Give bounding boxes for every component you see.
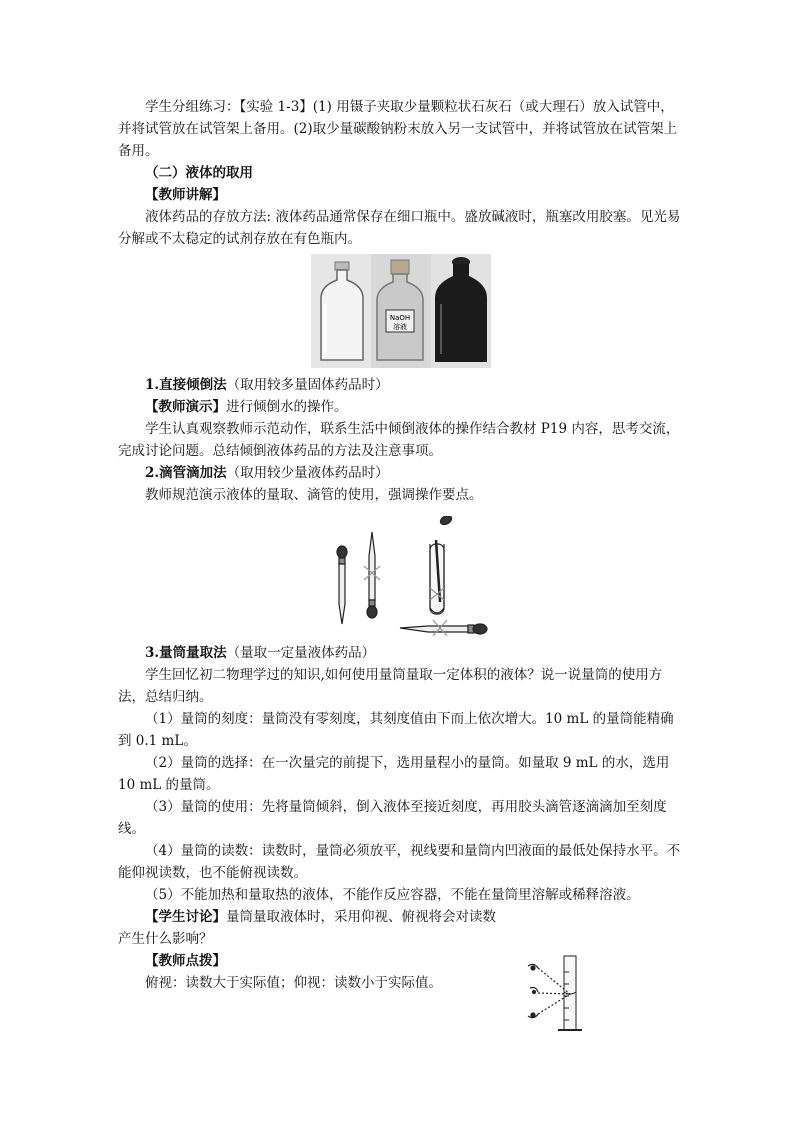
student-discussion-tag: 【学生讨论】 [145,909,226,925]
paragraph-storage: 液体药品的存放方法: 液体药品通常保存在细口瓶中。盛放碱液时，瓶塞改用胶塞。见光易分解或不太稳定的试剂存放在有色瓶内。 [118,209,681,247]
teacher-explain-tag: 【教师讲解】 [145,187,226,203]
method3-heading [118,642,683,664]
cylinder-point-3: （3）量筒的使用：先将量筒倾斜，倒入液体至接近刻度，再用胶头滴管逐滴滴加至刻度线。 [118,799,667,837]
teacher-demo-paragraph [118,396,683,418]
paragraph-recall: 学生回忆初二物理学过的知识,如何使用量筒量取一定体积的液体？说一说量筒的使用方法，总结归纳。 [118,667,663,705]
method3-title: 3.量筒量取法 [145,645,227,661]
method1-note: （取用较多量固体药品时） [226,377,389,393]
bottles-image [311,254,491,368]
dropper-horizontal-icon [400,620,487,636]
naoh-label-line2: 溶液 [392,323,407,331]
method2-heading [118,462,683,484]
droppers-svg [118,516,683,636]
method1-title: 1.直接倾倒法 [145,377,227,393]
cylinder-svg [512,952,592,1034]
student-discussion-text: 量筒量取液体时，采用仰视、俯视将会对读数 [226,909,496,925]
cylinder-point-4: （4）量筒的读数：读数时，量筒必须放平，视线要和量筒内凹液面的最低处保持水平。不能仰视读数，也不能俯视读数。 [118,843,681,881]
cylinder-point-2: （2）量筒的选择：在一次量完的前提下，选用量程小的量筒。如量取 9 mL 的水，选用 10 mL 的量筒。 [118,755,670,793]
dropper-inverted-icon [364,532,380,618]
section-liquid-heading: （二）液体的取用 [145,165,253,181]
paragraph-dropper-demo: 教师规范演示液体的量取、滴管的使用，强调操作要点。 [145,487,483,503]
reagent-bottles-figure [118,254,683,368]
naoh-label-line1: NaOH [389,314,410,322]
dropper-into-tube-icon [430,516,453,614]
paragraph-experiment: 学生分组练习：【实验 1-3】(1) 用镊子夹取少量颗粒状石灰石（或大理石）放入试管中，并将试管放在试管架上备用。(2)取少量碳酸钠粉末放入另一支试管中，并将试管放在试管架上备用。 [118,99,678,159]
method2-title: 2.滴管滴加法 [145,465,227,481]
paragraph-observe: 学生认真观察教师示范动作，联系生活中倾倒液体的操作结合教材 P19 内容，思考交流，完成讨论问题。总结倾倒液体药品的方法及注意事项。 [118,421,680,459]
dropper-usage-figure [118,516,683,636]
student-discussion [118,906,683,928]
graduated-cylinder-icon [558,956,582,1030]
method1-heading [118,374,683,396]
method3-note: （量取一定量液体药品） [226,645,376,661]
bottles-svg [311,254,491,368]
document-page [118,96,683,994]
brown-bottle-icon [431,254,491,368]
student-discussion-continued: 产生什么影响？ [118,931,213,947]
teacher-demo-text: 进行倾倒水的操作。 [226,399,348,415]
cylinder-point-1: （1）量筒的刻度：量筒没有零刻度，其刻度值由下而上依次增大。10 mL 的量筒能精确到 0.1 mL。 [118,711,674,749]
teacher-demo-tag: 【教师演示】 [145,399,226,415]
teacher-guide-text: 俯视：读数大于实际值；仰视：读数小于实际值。 [145,975,442,991]
teacher-guide-tag: 【教师点拨】 [145,953,226,969]
cylinder-point-5: （5）不能加热和量取热的液体，不能作反应容器，不能在量筒里溶解或稀释溶液。 [145,887,640,903]
reading-angle-figure [512,952,592,1034]
method2-note: （取用较少量液体药品时） [226,465,389,481]
dropper-upright-icon [337,546,347,624]
